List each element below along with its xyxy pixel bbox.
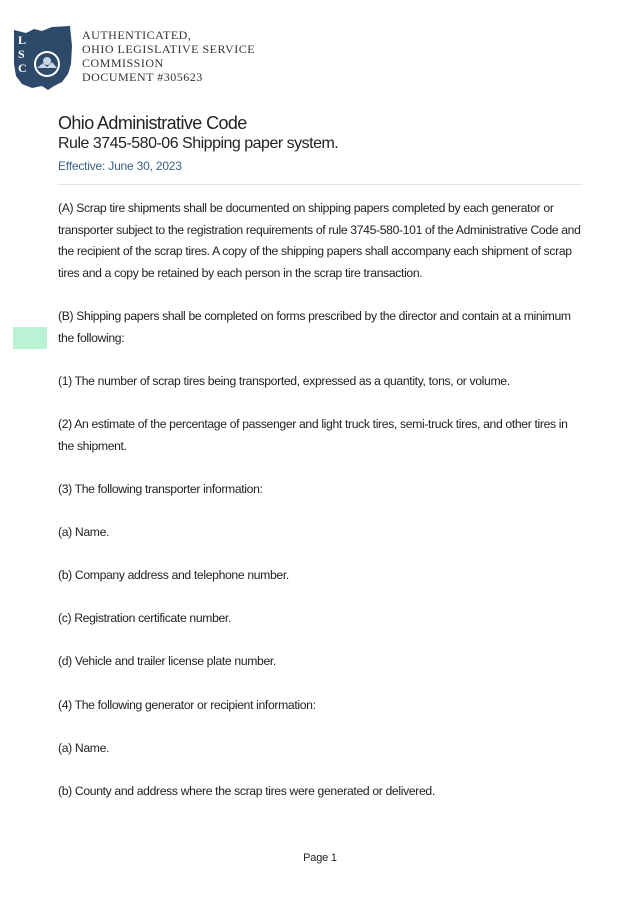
paragraph: (b) Company address and telephone number. xyxy=(58,568,289,583)
auth-line: OHIO LEGISLATIVE SERVICE xyxy=(82,42,256,56)
highlight-marker xyxy=(13,327,47,349)
paragraph: (d) Vehicle and trailer license plate number. xyxy=(58,654,276,669)
logo-letter-c: C xyxy=(18,61,27,75)
auth-line: COMMISSION xyxy=(82,56,164,70)
logo-letter-s: S xyxy=(18,47,25,61)
authentication-stamp xyxy=(82,28,342,84)
divider xyxy=(58,184,582,185)
paragraph: (b) County and address where the scrap tires were generated or delivered. xyxy=(58,784,435,799)
auth-line: AUTHENTICATED, xyxy=(82,28,192,42)
paragraph: (c) Registration certificate number. xyxy=(58,611,231,626)
rule-title: Rule 3745-580-06 Shipping paper system. xyxy=(58,135,339,152)
ohio-state-seal-icon xyxy=(12,24,74,90)
effective-date: Effective: June 30, 2023 xyxy=(58,159,182,173)
paragraph: (a) Name. xyxy=(58,524,110,539)
paragraph: (2) An estimate of the percentage of passenger and light truck tires, semi-truck tires, and other tires in the shipment. xyxy=(58,416,568,453)
document-titles xyxy=(58,112,582,173)
paragraph: (A) Scrap tire shipments shall be documented on shipping papers completed by each generator or transporter subject to the registration requirements of rule 3745-580-101 of the Administrative Code and the recipient of the scrap tires. A copy of the shipping papers shall accompany each shipment of scrap tires and a copy be retained by each person in the scrap tire transaction. xyxy=(58,201,581,280)
paragraph: (1) The number of scrap tires being transported, expressed as a quantity, tons, or volume. xyxy=(58,373,510,388)
paragraph: (3) The following transporter information: xyxy=(58,481,263,496)
paragraph: (B) Shipping papers shall be completed on forms prescribed by the director and contain at a minimum the following: xyxy=(58,308,571,345)
page-number: Page 1 xyxy=(303,852,337,864)
logo-letter-l: L xyxy=(18,33,27,47)
auth-line: DOCUMENT #305623 xyxy=(82,70,203,84)
rule-body xyxy=(58,198,582,824)
paragraph: (a) Name. xyxy=(58,740,110,755)
seal-sun xyxy=(43,57,51,65)
code-title: Ohio Administrative Code xyxy=(58,113,247,133)
paragraph: (4) The following generator or recipient information: xyxy=(58,697,316,712)
